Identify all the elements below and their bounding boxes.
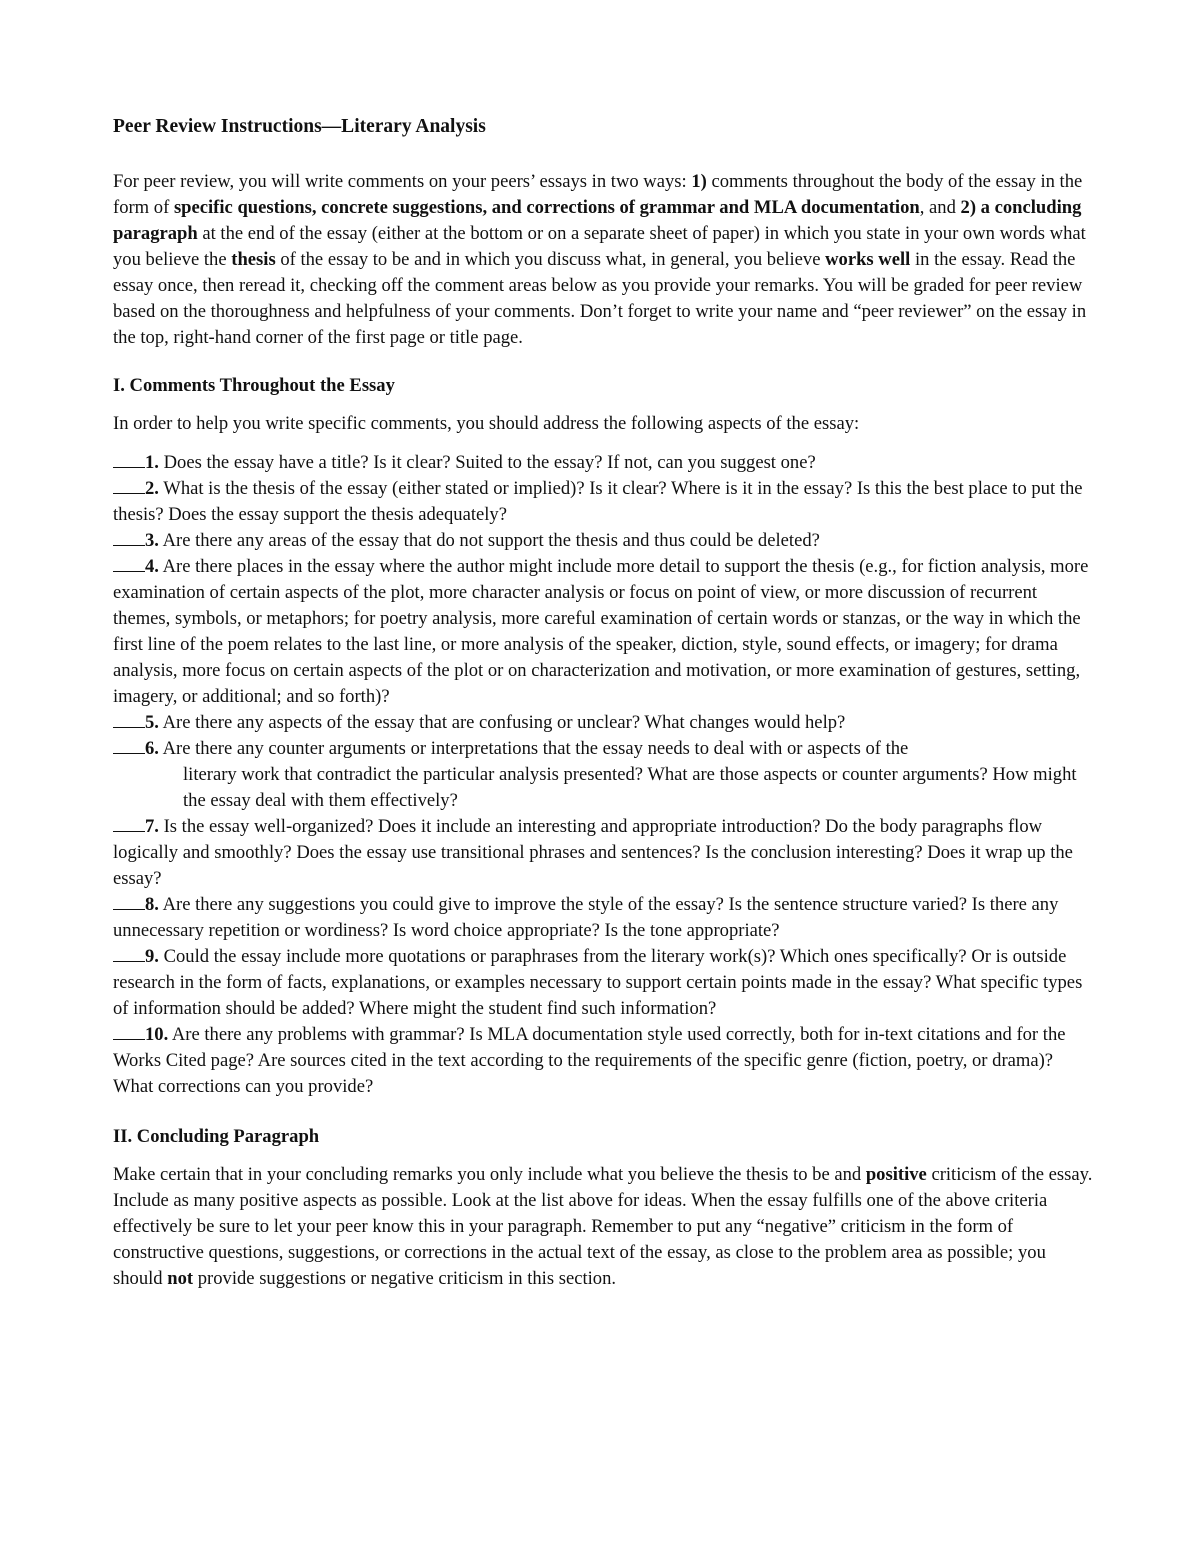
intro-bold-3: 2) a concluding paragraph (113, 197, 1082, 244)
checklist-item-8 (113, 892, 1093, 944)
checklist-item-2 (113, 476, 1093, 528)
document-page (113, 112, 1093, 1292)
checklist-item-6-continued: literary work that contradict the particular analysis presented? What are those aspects or counter arguments? How might the essay deal with them effectively? (183, 764, 1077, 811)
section-2-heading: II. Concluding Paragraph (113, 1126, 320, 1147)
item-text-4: Are there places in the essay where the author might include more detail to support the thesis (e.g., for fiction analysis, more examination of certain aspects of the plot, more character analysis or focus on point of view, or more discussion of recurrent themes, symbols, or metaphors; for poetry analysis, more careful examination of certain words or stanzas, or the way in which the first line of the poem relates to the last line, or more analysis of the speaker, diction, style, sound effects, or imagery; for drama analysis, more focus on certain aspects of the plot or on characterization and motivation, or more examination of gestures, setting, imagery, or additional; and so forth)? (113, 556, 1089, 707)
page-title: Peer Review Instructions—Literary Analysis (113, 116, 486, 137)
section-2-text-1: Make certain that in your concluding remarks you only include what you believe the thesis to be and (113, 1164, 866, 1185)
item-text-1: Does the essay have a title? Is it clear? Suited to the essay? If not, can you suggest one? (158, 452, 816, 473)
checklist-item-1 (113, 450, 1093, 476)
item-text-7: Is the essay well-organized? Does it include an interesting and appropriate introduction? Do the body paragraphs flow logically and smoothly? Does the essay use transitional phrases and sentences? Is the conclusion interesting? Does it wrap up the essay? (113, 816, 1073, 889)
item-text-8: Are there any suggestions you could give to improve the style of the essay? Is the sentence structure varied? Is there any unnecessary repetition or wordiness? Is word choice appropriate? Is the tone appropriate? (113, 894, 1059, 941)
item-text-9: Could the essay include more quotations or paraphrases from the literary work(s)? Which ones specifically? Or is outside research in the form of facts, explanations, or examples necessary to support certain points made in the essay? What specific types of information should be added? Where might the student find such information? (113, 946, 1083, 1019)
checkbox-blank-10[interactable] (113, 1023, 145, 1040)
checklist-item-10 (113, 1022, 1093, 1100)
checkbox-blank-7[interactable] (113, 815, 145, 832)
item-number-2: 2. (145, 478, 159, 499)
checkbox-blank-5[interactable] (113, 711, 145, 728)
item-number-3: 3. (145, 530, 159, 551)
intro-text-4: at the end of the essay (either at the bottom or on a separate sheet of paper) in which you state in your own words what you believe the (113, 223, 1086, 270)
checklist-item-6 (113, 736, 1093, 762)
checklist (113, 450, 1093, 1100)
section-1-heading: I. Comments Throughout the Essay (113, 375, 395, 396)
intro-paragraph (113, 169, 1093, 351)
item-text-5: Are there any aspects of the essay that are confusing or unclear? What changes would help? (158, 712, 846, 733)
intro-text-3: , and (919, 197, 961, 218)
intro-text-1: For peer review, you will write comments on your peers’ essays in two ways: (113, 171, 692, 192)
intro-text-2: comments throughout the body of the essay in the form of (113, 171, 1083, 218)
intro-bold-5: works well (825, 249, 911, 270)
section-1-lead: In order to help you write specific comments, you should address the following aspects of the essay: (113, 413, 860, 434)
intro-text-5: of the essay to be and in which you discuss what, in general, you believe (275, 249, 826, 270)
section-2-bold-1: positive (865, 1164, 927, 1185)
checkbox-blank-2[interactable] (113, 477, 145, 494)
intro-bold-2: specific questions, concrete suggestions, and corrections of grammar and MLA documentation (173, 197, 920, 218)
section-2-bold-2: not (167, 1268, 194, 1289)
item-number-8: 8. (145, 894, 159, 915)
checkbox-blank-6[interactable] (113, 737, 145, 754)
checklist-item-9 (113, 944, 1093, 1022)
item-number-9: 9. (145, 946, 159, 967)
item-text-2: What is the thesis of the essay (either stated or implied)? Is it clear? Where is it in the essay? Is this the best place to put the thesis? Does the essay support the thesis adequately? (113, 478, 1083, 525)
checklist-item-3 (113, 528, 1093, 554)
item-text-10: Are there any problems with grammar? Is MLA documentation style used correctly, both for in-text citations and for the Works Cited page? Are sources cited in the text according to the requirements of the specific genre (fiction, poetry, or drama)? What corrections can you provide? (113, 1024, 1066, 1097)
item-text-6: Are there any counter arguments or interpretations that the essay needs to deal with or aspects of the (158, 738, 909, 759)
item-number-1: 1. (145, 452, 159, 473)
section-2-text-2: criticism of the essay. Include as many positive aspects as possible. Look at the list above for ideas. When the essay fulfills one of the above criteria effectively be sure to let your peer know this in your paragraph. Remember to put any “negative” criticism in the form of constructive questions, suggestions, or corrections in the actual text of the essay, as close to the problem area as possible; you should (113, 1164, 1093, 1289)
checkbox-blank-8[interactable] (113, 893, 145, 910)
checkbox-blank-4[interactable] (113, 555, 145, 572)
section-2-paragraph (113, 1162, 1093, 1292)
intro-text-6: in the essay. Read the essay once, then reread it, checking off the comment areas below as you provide your remarks. You will be graded for peer review based on the thoroughness and helpfulness of your comments. Don’t forget to write your name and “peer reviewer” on the essay in the top, right-hand corner of the first page or title page. (113, 249, 1087, 348)
item-number-5: 5. (145, 712, 159, 733)
checklist-item-5 (113, 710, 1093, 736)
item-text-3: Are there any areas of the essay that do not support the thesis and thus could be deleted? (158, 530, 820, 551)
item-number-10: 10. (145, 1024, 169, 1045)
item-number-7: 7. (145, 816, 159, 837)
checkbox-blank-3[interactable] (113, 529, 145, 546)
checkbox-blank-9[interactable] (113, 945, 145, 962)
checklist-item-7 (113, 814, 1093, 892)
intro-bold-1: 1) (691, 171, 707, 192)
checkbox-blank-1[interactable] (113, 451, 145, 468)
item-number-6: 6. (145, 738, 159, 759)
intro-bold-4: thesis (231, 249, 276, 270)
checklist-item-4 (113, 554, 1093, 710)
section-2-text-3: provide suggestions or negative criticism in this section. (193, 1268, 617, 1289)
item-number-4: 4. (145, 556, 159, 577)
